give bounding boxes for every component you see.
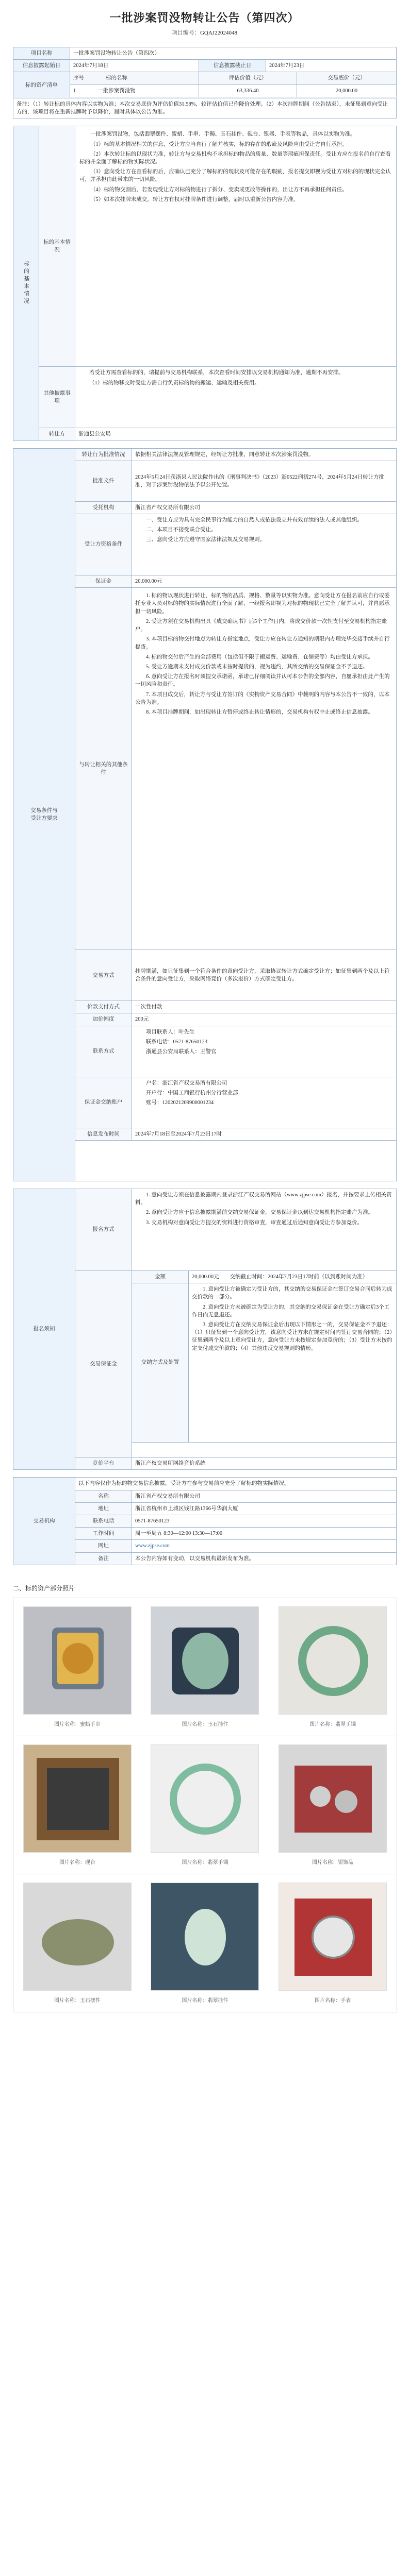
- other-para: （1）标的物移交时受让方需自行负责标的物的搬运、运输及相关费用。: [89, 380, 260, 386]
- start-date-value: 2024年7月18日: [70, 60, 199, 72]
- gallery-item[interactable]: [23, 1883, 132, 2004]
- bank-item: 账号：1202021209900001234: [146, 1100, 214, 1106]
- deposit-rule-label: 交纳方式及处置: [132, 1283, 189, 1443]
- photo-jade-pendant-2[interactable]: [151, 1883, 259, 1991]
- contact-item: 联系电话：0571-87650123: [146, 1039, 207, 1045]
- approval-value: 2024年5月24日获浙县人民法院作出的《刑事判决书》（2023）浙0522刑初274号，2024年5月24日转让方批准，对于涉案罚没物依法予以公开处置。: [132, 461, 397, 501]
- apply-method-label: 报名方式: [75, 1189, 132, 1270]
- cond-para: 2. 受让方须在交易机构出具《成交确认书》后5个工作日内，将成交价款一次性支付至交易机构指定账户。: [135, 618, 387, 633]
- amber-beads-image: [24, 1607, 132, 1715]
- gallery-item[interactable]: [279, 1606, 387, 1727]
- gallery-item[interactable]: [23, 1744, 132, 1866]
- seller-value: 浙通县公安局: [75, 428, 397, 440]
- deposit-label: 保证金: [75, 575, 132, 587]
- gallery-item[interactable]: [151, 1744, 259, 1866]
- bank-item: 开户行：中国工商银行杭州分行营业部: [146, 1090, 238, 1096]
- page-title: 一批涉案罚没物转让公告（第四次）: [109, 11, 300, 24]
- apply-para: 1. 意向受让方须在信息披露期内登录浙江产权交易所网站（www.zjpse.com）报名，并按要求上传相关资料。: [135, 1192, 392, 1206]
- col-eval-header: 评估价值（元）: [199, 72, 297, 84]
- agency-note-value: 本公告内容如有变动，以交易机构最新发布为准。: [132, 1552, 397, 1565]
- agency-time-value: 周一至周五 8:30—12:00 13:30—17:00: [132, 1528, 397, 1540]
- release-time-label: 信息发布时间: [75, 1128, 132, 1140]
- photo-caption: 图片名称：砚台: [59, 1859, 95, 1866]
- row-price: 20,000.00: [297, 84, 397, 97]
- agency-phone-value: 0571-87650123: [132, 1515, 397, 1527]
- cond-para: 5. 受让方逾期未支付成交价款或未按时提货的，视为违约，其所交纳的交易保证金不予退还。: [146, 664, 368, 670]
- req-item: 三、意向受让方应遵守国家法律法规及交易规则。: [146, 537, 265, 543]
- end-date-label: 信息披露截止日: [199, 60, 266, 72]
- bid-increment-value: 200元: [132, 1013, 397, 1026]
- pay-method-label: 价款支付方式: [75, 1001, 132, 1013]
- project-name-label: 项目名称: [13, 47, 70, 60]
- contact-item: 项目联系人：叶先生: [146, 1029, 195, 1035]
- jade-bangle-2-image: [151, 1745, 259, 1853]
- watch-image: [279, 1883, 387, 1991]
- deposit-deadline-label: 交纳截止时间: [230, 1274, 263, 1280]
- target-table: [13, 126, 397, 440]
- deposit-rule-para: 3. 意向受让方在交纳交易保证金后出现以下情形之一的，交易保证金不予退还：（1）只征集到一个意向受让方，该意向受让方未在规定时间内签订交易合同的；（2）征集到两个及以上意向受让方，意向受让方未按规定参加竞价的；（3）受让方未按约定支付成交价款的；（4）其他违反交易规则的情形。: [192, 1321, 392, 1351]
- agency-web-link[interactable]: www.zjpse.com: [135, 1543, 170, 1549]
- seller-req-label: 受让方资格条件: [75, 514, 132, 575]
- gallery-row: [13, 1874, 397, 2012]
- photo-jade-ornament[interactable]: [23, 1883, 132, 1991]
- basis-label: 转让行为批准情况: [75, 448, 132, 461]
- cond-para: 6. 意向受让方在报名时须提交承诺函，承诺已仔细阅读并认可本公告的全部内容，自愿承担由此产生的一切风险和责任。: [135, 674, 390, 688]
- row-name: 一批涉案罚没物: [97, 88, 136, 94]
- overview-para: （3）意向受让方在查看标的后，应确认已充分了解标的的现状及可能存在的瑕疵，报名提交即视为受让方对标的的现状完全认可，并承担由此带来的一切风险。: [79, 169, 391, 183]
- jade-bangle-image: [279, 1607, 387, 1715]
- photo-caption: 图片名称：翡翠手镯: [182, 1859, 228, 1866]
- deposit-deadline-value: 2024年7月23日17时前（以到账时间为准）: [268, 1274, 368, 1280]
- platform-label: 竞价平台: [75, 1458, 132, 1470]
- apply-para: 3. 交易机构对意向受让方提交的资料进行资格审查，审查通过后通知意向受让方参加竞价。: [146, 1219, 363, 1226]
- cond-para: 8. 本项目挂牌期间，如出现转让方暂停或终止转让情形的，交易机构有权中止或终止信息披露。: [146, 709, 373, 716]
- photo-caption: 图片名称：手表: [315, 1997, 351, 2004]
- gallery-item[interactable]: [279, 1883, 387, 2004]
- project-name-value: 一批涉案罚没物转让公告（第四次）: [70, 47, 397, 60]
- jade-ornament-image: [24, 1883, 132, 1991]
- col-name-header: 标的名称: [106, 75, 127, 81]
- contact-item: 浙通县公安局联系人：王警官: [146, 1049, 217, 1055]
- agency-table: [13, 1477, 397, 1565]
- photo-caption: 图片名称：翡翠手镯: [309, 1721, 356, 1727]
- agency-name-label: 名称: [75, 1490, 132, 1502]
- registration-table: 报名须知 报名方式 1. 意向受让方须在信息披露期内登录浙江产权交易所网站（www.zjpse.com）报名，并按要求上传相关资料。 2. 意向受让方应于信息披露期满前交纳交易保证金，交易保证金以到达交易机构指定账户为准。 3. 交易机构对意向受让方提交的资料进行资格审查，审查通过后通知意向受让方参加竞价。 交易保证金 金额 20,000.00元 交纳截止时间：2024年7月23日17时前（以到账时间为准） 交纳方式及处置 1. 意向受让方被确定为受让方的，其交纳的交易保证金在签订交易合同后转为成交价款的一部分。 2. 意向受让方未被确定为受让方的，其交纳的交易保证金在受让方确定后3个工作日内无息退还。 3. 意向受让方在交纳交易保证金后出现以下情形之一的，交易保证金不予退还：（1）只征集到一个意向受让方，该意向受让方未在规定时间内签订交易合同的；（2）征集到两个及以上意向受让方，意向受让方未按规定参加竞价的；（3）受让方未按约定支付成交价款的；（4）其他违反交易规则的情形。 竞价平台 浙江产权交易所网络竞价系统: [13, 1189, 397, 1470]
- project-number-value: GQAJ22024048: [200, 30, 238, 36]
- approval-label: 批准文件: [75, 461, 132, 501]
- agency-source-value: 浙江省产权交易所有限公司: [132, 501, 397, 514]
- deposit-amount: 20,000.00: [135, 578, 157, 584]
- overview-para: （5）如本次挂牌未成交，转让方有权对挂牌条件进行调整，届时以重新公告内容为准。: [90, 196, 299, 202]
- gallery-item[interactable]: [23, 1606, 132, 1727]
- deposit-amount-unit: 元: [214, 1274, 219, 1280]
- apply-para: 2. 意向受让方应于信息披露期满前交纳交易保证金，交易保证金以到达交易机构指定账户为准。: [146, 1210, 373, 1216]
- silver-image: [279, 1745, 387, 1853]
- other-disclosure-label: 其他披露事项: [39, 367, 75, 428]
- other-para: 若受让方需查看标的的，请提前与交易机构联系，本次查看时间安排以交易机构通知为准，逾期不再安排。: [89, 370, 344, 376]
- overview-para: （4）标的物交割后，若发现受让方对标的物进行了拆分、变卖或更改等操作的，出让方不再承担任何责任。: [90, 187, 348, 193]
- jade-pendant-2-image: [151, 1883, 259, 1991]
- overview-para: （2）本次转让标的以现状为准，转让方与交易机构不承担标的物品的质量、数量等瑕疵担保责任。受让方应在报名前自行查看标的并全面了解标的物实际状况。: [79, 151, 391, 165]
- bank-item: 户名：浙江省产权交易所有限公司: [146, 1080, 227, 1086]
- other-conditions-label: 与转让相关的其他条件: [75, 588, 132, 950]
- trade-method-value: 挂牌期满，如只征集到一个符合条件的意向受让方，采取协议转让方式确定受让方；如征集到两个及以上符合条件的意向受让方，采取网络竞价（多次报价）方式确定受让方。: [132, 950, 397, 1001]
- photo-caption: 图片名称：翡翠挂件: [182, 1997, 228, 2004]
- agency-addr-label: 地址: [75, 1502, 132, 1515]
- overview-para: 一批涉案罚没物，包括翡翠摆件、蜜蜡、手串、手镯、玉石挂件、砚台、银器、手表等物品，具体以实物为准。: [90, 131, 356, 138]
- target-section-label: 标的基本情况: [23, 261, 29, 306]
- col-no-header: 序号: [73, 75, 84, 81]
- agency-source-label: 受托机构: [75, 501, 132, 514]
- trade-method-label: 交易方式: [75, 950, 132, 1001]
- platform-value: 浙江产权交易所网络竞价系统: [132, 1458, 397, 1470]
- agency-note-label: 备注: [75, 1552, 132, 1565]
- agency-web-label: 网址: [75, 1540, 132, 1552]
- overview-label: 标的基本情况: [39, 126, 75, 367]
- photo-inkstone[interactable]: [23, 1744, 132, 1853]
- photo-jade-bangle[interactable]: [279, 1606, 387, 1715]
- project-number-label: 项目编号：: [171, 30, 200, 36]
- conditions-section-label: 交易条件与 受让方要求: [30, 807, 58, 822]
- contact-label: 联系方式: [75, 1026, 132, 1077]
- bank-label: 保证金交纳账户: [75, 1077, 132, 1128]
- asset-list-note: 备注：（1）转让标的具体内容以实物为准；本次交易底价为评估价值31.58%，较评估价值已作降价处理。（2）本次挂牌期间（公告结束），未征集到意向受让方的，该项目将在重新挂牌时予以降价，届时具体以公告为准。: [13, 98, 397, 118]
- basic-info-table: [13, 47, 397, 72]
- agency-time-label: 工作时间: [75, 1528, 132, 1540]
- agency-name-value: 浙江省产权交易所有限公司: [132, 1490, 397, 1502]
- deposit-rule-para: 1. 意向受让方被确定为受让方的，其交纳的交易保证金在签订交易合同后转为成交价款的一部分。: [192, 1286, 392, 1300]
- overview-content: [75, 126, 397, 367]
- photo-caption: 图片名称：蜜蜡手串: [54, 1721, 101, 1727]
- row-eval: 63,336.40: [199, 84, 297, 97]
- req-item: 一、受让方应为具有完全民事行为能力的自然人或依法设立并有效存续的法人或其他组织。: [146, 517, 363, 523]
- photo-jade-pendant[interactable]: [151, 1606, 259, 1715]
- asset-list-label: 标的资产清单: [13, 72, 70, 98]
- start-date-label: 信息披露起始日: [13, 60, 70, 72]
- gallery-item[interactable]: [151, 1883, 259, 2004]
- agency-addr-value: 浙江省杭州市上城区钱江路1366号华润大厦: [132, 1502, 397, 1515]
- pay-method-value: 一次性付款: [132, 1001, 397, 1013]
- photo-gallery: [13, 1598, 397, 2012]
- agency-desc: 以下内容仅作为标的物交易信息披露，受让方在参与交易前应充分了解标的物实际情况。: [75, 1478, 397, 1490]
- bid-increment-label: 加价幅度: [75, 1013, 132, 1026]
- inkstone-image: [24, 1745, 132, 1853]
- basis-value: 依据相关法律法规及管理规定，经转让方批准，同意转让本次涉案罚没物。: [132, 448, 397, 461]
- cond-para: 7. 本项目成交后，转让方与受让方签订的《实物资产交易合同》中载明的内容与本公告不一致的，以本公告为准。: [135, 691, 390, 705]
- gallery-item[interactable]: [151, 1606, 259, 1727]
- release-time-value: 2024年7月18日至2024年7月23日17时: [132, 1128, 397, 1140]
- jade-pendant-image: [151, 1607, 259, 1715]
- cond-para: 1. 标的物以现状进行转让，标的物的品质、规格、数量等以实物为准。意向受让方在报名前应自行或委托专业人员对标的物的实际情况进行全面了解，一经报名即视为对标的物现状已完全了解并认可，并自愿承担一切风险。: [135, 593, 390, 615]
- asset-list-table: [13, 72, 397, 118]
- gallery-item[interactable]: [279, 1744, 387, 1866]
- photo-caption: 图片名称：玉石摆件: [54, 1997, 101, 2004]
- photo-watch[interactable]: [279, 1883, 387, 1991]
- registration-section-label: 报名须知: [13, 1189, 75, 1469]
- agency-phone-label: 联系电话: [75, 1515, 132, 1527]
- photo-caption: 图片名称：银饰品: [312, 1859, 354, 1866]
- row-no: 1: [73, 88, 76, 94]
- deposit-amount-label: 金额: [132, 1270, 189, 1283]
- gallery-title: 二、标的资产部分照片: [13, 1584, 75, 1592]
- gallery-row: [13, 1736, 397, 1874]
- agency-section-label: 交易机构: [13, 1478, 75, 1565]
- photo-silver[interactable]: [279, 1744, 387, 1853]
- gallery-row: [13, 1598, 397, 1736]
- photo-amber-beads[interactable]: [23, 1606, 132, 1715]
- photo-jade-bangle-2[interactable]: [151, 1744, 259, 1853]
- trade-deposit-label: 交易保证金: [75, 1270, 132, 1457]
- req-item: 二、本项目不接受联合受让。: [146, 527, 217, 533]
- transaction-conditions-table: [13, 448, 397, 1181]
- overview-para: （1）标的基本情况相关的信息，受让方应当自行了解并核实，标的存在的瑕疵及风险应由受让方自行承担。: [90, 141, 348, 147]
- seller-label: 转让方: [39, 428, 75, 440]
- deposit-rule-para: 2. 意向受让方未被确定为受让方的，其交纳的交易保证金在受让方确定后3个工作日内无息退还。: [192, 1304, 390, 1318]
- deposit-amount-value: 20,000.00: [192, 1274, 214, 1280]
- end-date-value: 2024年7月23日: [266, 60, 397, 72]
- cond-para: 3. 本项目标的物交付地点为转让方指定地点，受让方应在转让方通知的期限内办理完毕交接手续并自行提货。: [135, 636, 390, 650]
- deposit-unit: 元: [157, 578, 162, 584]
- project-number: [0, 28, 409, 37]
- col-price-header: 交易底价（元）: [297, 72, 397, 84]
- cond-para: 4. 标的物交付后产生的全部费用（包括但不限于搬运费、运输费、仓储费等）均由受让方承担。: [146, 654, 373, 660]
- photo-caption: 图片名称：玉石挂件: [182, 1721, 228, 1727]
